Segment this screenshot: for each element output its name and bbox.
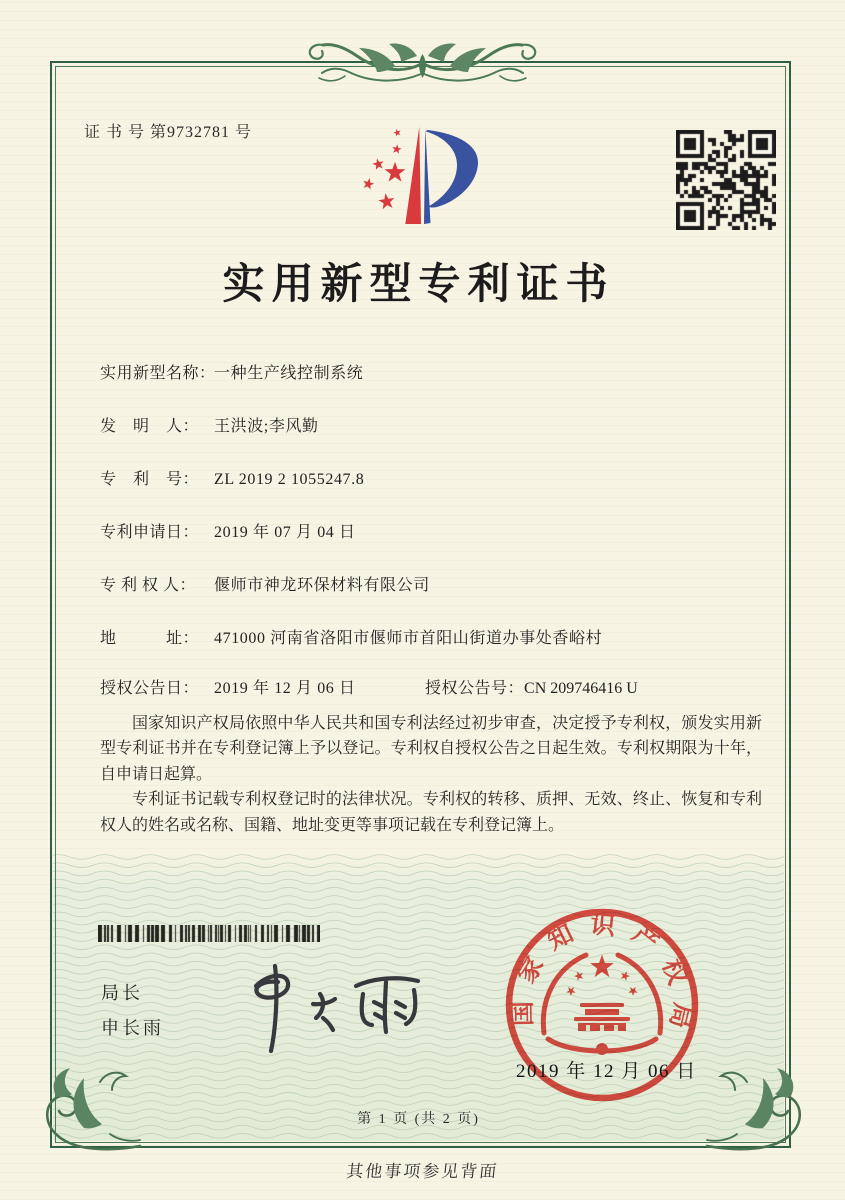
field-row-address <box>100 625 602 648</box>
field-value: 一种生产线控制系统 <box>214 365 364 382</box>
field-row-inventors <box>100 413 319 436</box>
national-emblem <box>564 955 640 1032</box>
signer-name: 申长雨 <box>101 1018 164 1038</box>
legal-text <box>100 711 762 838</box>
field-row-filing-date <box>100 519 356 542</box>
cnipa-logo-icon <box>352 120 492 232</box>
field-row-grant-number <box>425 675 638 698</box>
page-number: 第 1 页 (共 2 页) <box>357 1112 480 1127</box>
field-value: 2019 年 07 月 04 日 <box>214 524 356 541</box>
qr-code <box>676 130 776 230</box>
field-label: 发 明 人： <box>100 418 200 435</box>
field-label: 专 利 号： <box>100 471 200 488</box>
field-label: 授权公告号： <box>425 680 525 697</box>
field-row-name <box>100 360 363 383</box>
seal-date: 2019 年 12 月 06 日 <box>516 1061 697 1082</box>
field-value: 王洪波;李风勤 <box>214 418 319 435</box>
legal-paragraph-2: 专利证书记载专利权登记时的法律状况。专利权的转移、质押、无效、终止、恢复和专利权人的姓名或名称、国籍、地址变更等事项记载在专利登记簿上。 <box>100 791 762 834</box>
barcode <box>98 925 320 942</box>
field-value: ZL 2019 2 1055247.8 <box>214 471 365 488</box>
seal-text: 国家知识产权局 <box>509 911 697 1046</box>
field-value: 偃师市神龙环保材料有限公司 <box>214 577 430 594</box>
legal-paragraph-1: 国家知识产权局依照中华人民共和国专利法经过初步审查，决定授予专利权，颁发实用新型专利证书并在专利登记簿上予以登记。专利权自授权公告之日起生效。专利权期限为十年，自申请日起算。 <box>100 715 762 783</box>
field-row-grant-date <box>100 675 356 698</box>
field-label: 专 利 权 人： <box>100 577 197 594</box>
field-row-patent-number <box>100 466 364 489</box>
field-label: 授权公告日： <box>100 680 200 697</box>
field-label: 地 址： <box>100 630 200 647</box>
field-label: 专利申请日： <box>100 524 200 541</box>
certificate-title: 实用新型专利证书 <box>222 262 615 308</box>
field-value: CN 209746416 U <box>524 680 638 697</box>
signer-title: 局长 <box>101 983 143 1003</box>
certificate-number: 证 书 号 第9732781 号 <box>84 124 253 141</box>
back-note: 其他事项参见背面 <box>345 1162 500 1181</box>
dragon-flourish-icon <box>290 28 555 92</box>
field-value: 2019 年 12 月 06 日 <box>214 680 356 697</box>
field-row-patentee <box>100 572 430 595</box>
field-label: 实用新型名称： <box>100 365 216 382</box>
field-value: 471000 河南省洛阳市偃师市首阳山街道办事处香峪村 <box>214 630 603 647</box>
signature-icon <box>228 956 438 1061</box>
